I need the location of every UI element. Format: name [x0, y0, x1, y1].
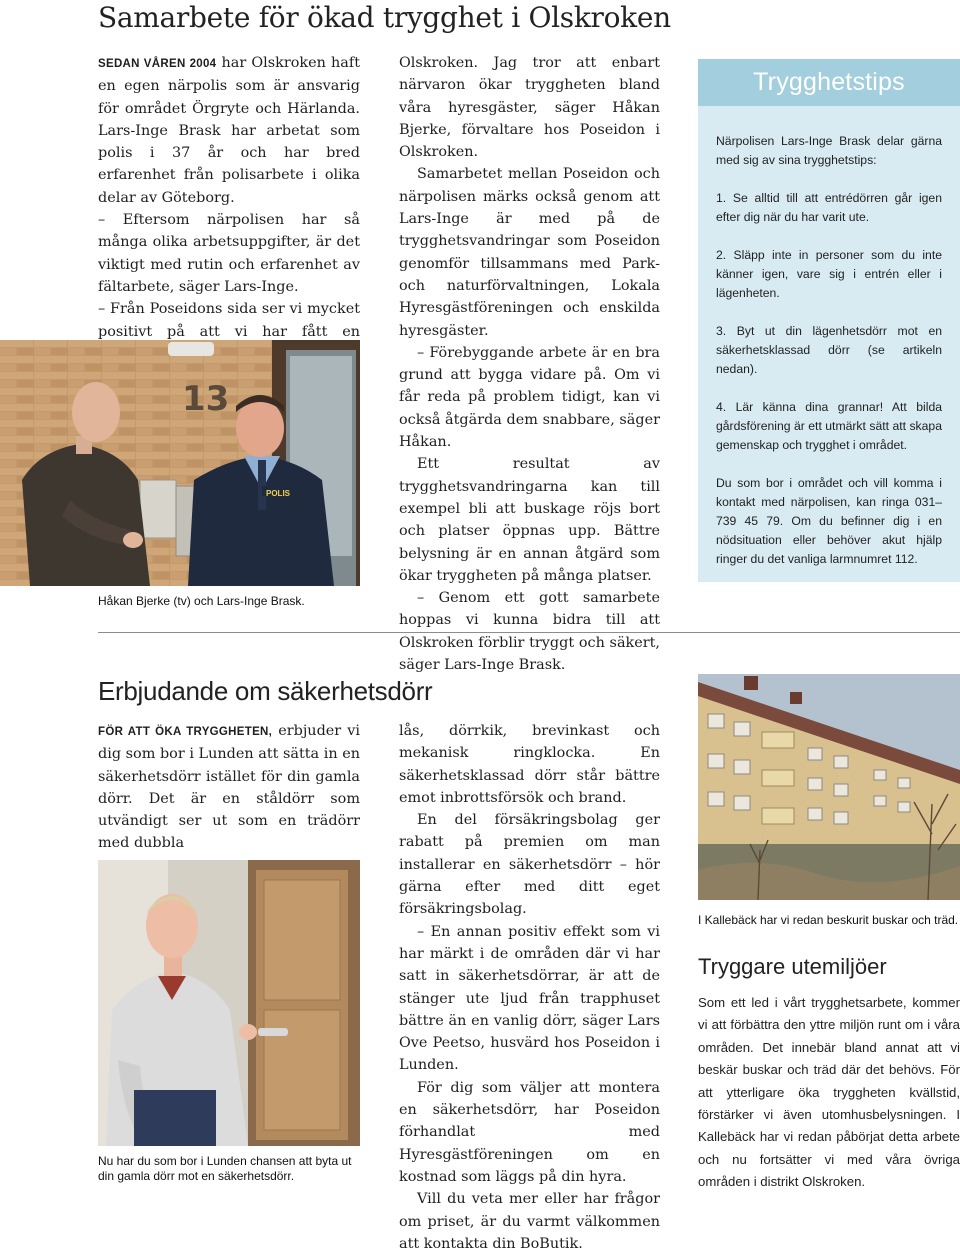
- photo-caption: Nu har du som bor i Lunden chansen att byta ut din gamla dörr mot en säkerhetsdörr.: [98, 1154, 352, 1183]
- tips-body: [698, 106, 960, 569]
- article-lead-in: SEDAN VÅREN 2004: [98, 58, 217, 70]
- tip-item: 2. Släpp inte in personer som du inte känner igen, vare sig i entrén eller i lägenheten.: [716, 248, 942, 300]
- article-paragraph: En del försäkringsbolag ger rabatt på premien om man installerar en säkerhetsdörr – hör gärna efter med ditt eget försäkringsbolag.: [399, 812, 660, 918]
- article-column-2: [399, 52, 660, 676]
- article-text: har Olskroken haft en egen närpolis som är ansvarig för området Örgryte och Härlanda. Lars-Inge Brask har arbetat som polis i 37 år och har bred erfarenhet från polisarbete i olika delar av Göteborg.: [98, 55, 360, 206]
- article-paragraph: – Förebyggande arbete är en bra grund att bygga vidare på. Om vi får reda på problem tidigt, kan vi också åtgärda dem snabbare, säger Håkan.: [399, 344, 660, 451]
- tip-item: 4. Lär känna dina grannar! Att bilda gårdsförening är ett utmärkt sätt att skapa gemenskap och trygghet i området.: [716, 400, 942, 452]
- photo-illustration: [0, 340, 360, 586]
- article-column-2: [399, 720, 660, 1255]
- article-column-1: [98, 52, 360, 365]
- tips-title: Trygghetstips: [698, 59, 960, 106]
- article-paragraph: [98, 52, 360, 209]
- tips-intro: Närpolisen Lars-Inge Brask delar gärna med sig av sina trygghetstips:: [716, 134, 942, 167]
- article-paragraph: lås, dörrkik, brevinkast och mekanisk ringklocka. En säkerhetsklassad dörr står bättre emot inbrottsförsök och brand.: [399, 723, 660, 806]
- tips-contact: Du som bor i området och vill komma i kontakt med närpolisen, kan ringa 031– 739 45 79. Om du befinner dig i en nödsituation eller behöver akut hjälp ringer du det vanliga larmnumret 112.: [716, 476, 942, 566]
- police-badge: POLIS: [266, 489, 291, 498]
- door-number: 13: [182, 379, 230, 419]
- article-headline: Erbjudande om säkerhetsdörr: [98, 676, 433, 706]
- photo-police-and-manager: [0, 340, 360, 586]
- sidebar-text: Som ett led i vårt trygghetsarbete, kommer vi att förbättra den yttre miljön runt om i våra områden. Det innebär bland annat att vi beskär buskar och träd där det behövs. För att ytterligare öka tryggheten kvällstid, förstärker vi även utomhusbelysningen. I Kallebäck har vi redan påbörjat detta arbete och nu fortsätter vi med våra övriga områden i distrikt Olskroken.: [698, 995, 960, 1190]
- article-paragraph: Vill du veta mer eller har frågor om priset, är du varmt välkommen att kontakta din BoButik.: [399, 1191, 660, 1252]
- photo-man-at-security-door: [98, 860, 360, 1146]
- section-divider: [98, 632, 960, 633]
- sidebar-headline: Tryggare utemiljöer: [698, 954, 887, 979]
- article-paragraph: Ett resultat av trygghetsvandringarna kan till exempel bli att buskage röjs bort och platser öppnas upp. Bättre belysning är en annan åtgärd som ökar tryggheten på många platser.: [399, 456, 660, 584]
- photo-illustration: [98, 860, 360, 1146]
- article-paragraph: – En annan positiv effekt som vi har märkt i de områden där vi har satt in säkerhetsdörrar, är att de stänger ute ljud från trapphuset bättre än en vanlig dörr, säger Lars Ove Peetso, husvärd hos Poseidon i Lunden.: [399, 923, 660, 1074]
- article-paragraph: – Eftersom närpolisen har så många olika arbetsuppgifter, är det viktigt med rutin och erfarenhet av fältarbete, säger Lars-Inge.: [98, 212, 360, 295]
- article-column-1: [98, 720, 360, 855]
- article-paragraph: För dig som väljer att montera en säkerhetsdörr, har Poseidon förhandlat med Hyresgästföreningen om en kostnad som läggs på din hyra.: [399, 1079, 660, 1185]
- photo-apartment-building: [698, 674, 960, 900]
- article-paragraph: – Från Poseidons sida ser vi mycket positivt på att vi har fått en: [98, 301, 360, 340]
- safety-tips-box: [698, 59, 960, 582]
- photo-illustration: [698, 674, 960, 900]
- article-lead-in: FÖR ATT ÖKA TRYGGHETEN,: [98, 726, 273, 738]
- tip-item: 3. Byt ut din lägenhetsdörr mot en säkerhetsklassad dörr (se artikeln nedan).: [716, 324, 942, 376]
- article-headline: Samarbete för ökad trygghet i Olskroken: [98, 1, 671, 34]
- tip-item: 1. Se alltid till att entrédörren går igen efter dig när du har varit ute.: [716, 191, 942, 224]
- article-text: erbjuder vi dig som bor i Lunden att sätta in en säkerhetsdörr istället för din gamla dörr. Det är en ståldörr som utvändigt ser ut som en trädörr med dubbla: [98, 723, 360, 852]
- article-paragraph: Samarbetet mellan Poseidon och närpolisen märks också genom att Lars-Inge är med på de trygghetsvandringar som Poseidon genomför tillsammans med Park- och naturförvaltningen, Lokala Hyresgästföreningen och enskilda hyresgäster.: [399, 166, 660, 339]
- article-paragraph: Olskroken. Jag tror att enbart närvaron ökar tryggheten bland våra hyresgäster, säger Håkan Bjerke, förvaltare hos Poseidon i Olskroken.: [399, 55, 660, 161]
- photo-caption: I Kallebäck har vi redan beskurit buskar och träd.: [698, 913, 959, 927]
- article-paragraph: – Genom ett gott samarbete hoppas vi kunna bidra till att Olskroken förblir tryggt och säkert, säger Lars-Inge Brask.: [399, 590, 660, 674]
- photo-caption: Håkan Bjerke (tv) och Lars-Inge Brask.: [98, 594, 305, 608]
- article-paragraph: [98, 720, 360, 855]
